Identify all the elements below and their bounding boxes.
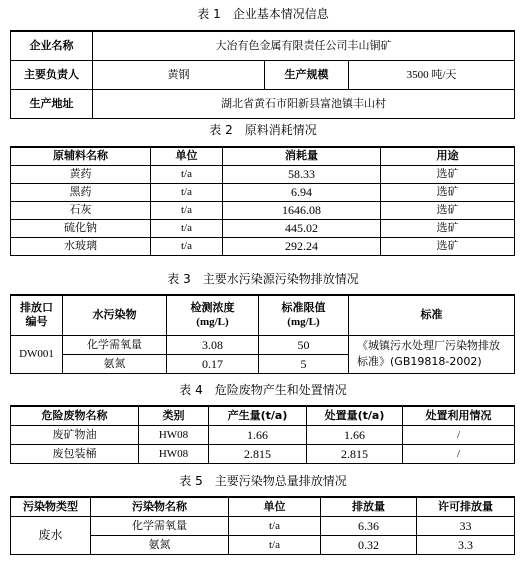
cell: t/a — [151, 219, 223, 237]
cell: 445.02 — [223, 219, 381, 237]
table-row — [11, 201, 515, 219]
table1-row — [11, 89, 515, 118]
label-cell: 生产地址 — [11, 89, 93, 118]
cell: 50 — [259, 335, 349, 354]
table3-water-pollutants — [10, 294, 515, 374]
value-cell: 大冶有色金属有限责任公司丰山铜矿 — [93, 31, 515, 60]
limit-label: 标准限值 — [281, 301, 326, 315]
header-cell: 单位 — [151, 147, 223, 165]
table-row — [11, 335, 515, 354]
cell: 6.94 — [223, 183, 381, 201]
value-cell: 黄钢 — [93, 60, 265, 89]
cell: 6.36 — [321, 516, 417, 535]
cell: 0.32 — [321, 535, 417, 554]
cell: 水玻璃 — [11, 237, 151, 255]
cell: 292.24 — [223, 237, 381, 255]
cell: / — [403, 444, 515, 463]
header-cell: 处置量(t/a) — [307, 406, 403, 425]
table5-caption: 表 5 主要污染物总量排放情况 — [179, 474, 347, 488]
cell: / — [403, 425, 515, 444]
table1-enterprise-info — [10, 30, 515, 119]
header-cell: 原辅料名称 — [11, 147, 151, 165]
table-row — [11, 183, 515, 201]
cell: 2.815 — [307, 444, 403, 463]
cell: 石灰 — [11, 201, 151, 219]
table4-hazardous-waste — [10, 405, 515, 464]
cell: 选矿 — [381, 165, 515, 183]
value-cell: 3500 吨/天 — [349, 60, 515, 89]
header-cell: 处置利用情况 — [403, 406, 515, 425]
table-row — [11, 444, 515, 463]
cell: 3.3 — [417, 535, 515, 554]
cell: 5 — [259, 354, 349, 373]
cell: 废矿物油 — [11, 425, 139, 444]
header-cell: 污染物名称 — [91, 497, 229, 516]
cell: HW08 — [139, 444, 209, 463]
concentration-unit: (mg/L) — [196, 316, 229, 329]
cell: 0.17 — [167, 354, 259, 373]
cell: t/a — [151, 237, 223, 255]
table-row — [11, 237, 515, 255]
header-cell-concentration — [167, 295, 259, 335]
cell: 氨氮 — [63, 354, 167, 373]
limit-unit: (mg/L) — [287, 316, 320, 329]
table4-header-row — [11, 406, 515, 425]
header-cell: 危险废物名称 — [11, 406, 139, 425]
header-cell: 用途 — [381, 147, 515, 165]
cell: 化学需氧量 — [91, 516, 229, 535]
cell: 58.33 — [223, 165, 381, 183]
header-cell: 单位 — [229, 497, 321, 516]
header-cell-standard: 标准 — [349, 295, 515, 335]
table5-total-emissions — [10, 496, 515, 555]
cell: 氨氮 — [91, 535, 229, 554]
label-cell: 生产规模 — [265, 60, 349, 89]
cell: 选矿 — [381, 201, 515, 219]
cell: 3.08 — [167, 335, 259, 354]
header-cell: 产生量(t/a) — [209, 406, 307, 425]
cell: t/a — [151, 165, 223, 183]
cell: 33 — [417, 516, 515, 535]
cell: 黄药 — [11, 165, 151, 183]
table-row — [11, 516, 515, 535]
label-cell: 企业名称 — [11, 31, 93, 60]
cell: t/a — [229, 535, 321, 554]
cell: 1.66 — [307, 425, 403, 444]
table2-caption: 表 2 原料消耗情况 — [209, 123, 317, 137]
header-cell: 污染物类型 — [11, 497, 91, 516]
table4-caption: 表 4 危险废物产生和处置情况 — [179, 383, 347, 397]
cell: 1.66 — [209, 425, 307, 444]
cell: 选矿 — [381, 183, 515, 201]
cell: 1646.08 — [223, 201, 381, 219]
header-cell: 消耗量 — [223, 147, 381, 165]
header-cell-outlet: 排放口编号 — [11, 295, 63, 335]
table3-header-row — [11, 295, 515, 335]
value-cell: 湖北省黄石市阳新县富池镇丰山村 — [93, 89, 515, 118]
table1-caption: 表 1 企业基本情况信息 — [197, 7, 329, 21]
cell: t/a — [151, 201, 223, 219]
header-cell: 排放量 — [321, 497, 417, 516]
table-row — [11, 219, 515, 237]
standard-cell: 《城镇污水处理厂污染物排放标准》(GB19818-2002) — [349, 335, 515, 373]
table1-row — [11, 60, 515, 89]
cell: 选矿 — [381, 237, 515, 255]
table1-row — [11, 31, 515, 60]
cell: HW08 — [139, 425, 209, 444]
table5-header-row — [11, 497, 515, 516]
concentration-label: 检测浓度 — [190, 301, 235, 315]
header-cell-limit — [259, 295, 349, 335]
table-row — [11, 165, 515, 183]
cell: 黑药 — [11, 183, 151, 201]
table-row — [11, 425, 515, 444]
label-cell: 主要负责人 — [11, 60, 93, 89]
cell: t/a — [151, 183, 223, 201]
pollutant-type-cell: 废水 — [11, 516, 91, 554]
cell: 化学需氧量 — [63, 335, 167, 354]
table3-caption: 表 3 主要水污染源污染物排放情况 — [167, 272, 359, 286]
header-cell: 许可排放量 — [417, 497, 515, 516]
cell: 选矿 — [381, 219, 515, 237]
outlet-id-cell: DW001 — [11, 335, 63, 373]
table2-header-row — [11, 147, 515, 165]
cell: 2.815 — [209, 444, 307, 463]
table2-materials — [10, 146, 515, 256]
cell: t/a — [229, 516, 321, 535]
header-cell: 类别 — [139, 406, 209, 425]
header-cell-pollutant: 水污染物 — [63, 295, 167, 335]
cell: 废包装桶 — [11, 444, 139, 463]
cell: 硫化钠 — [11, 219, 151, 237]
